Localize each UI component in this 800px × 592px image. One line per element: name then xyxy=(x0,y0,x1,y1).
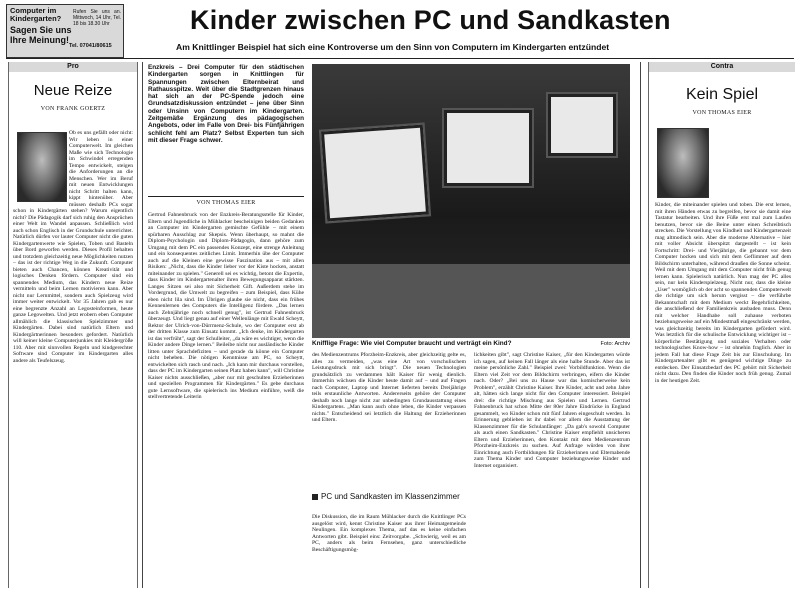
contra-title: Kein Spiel xyxy=(685,86,759,103)
intro-rule xyxy=(148,196,304,197)
contra-text: Kinder, die miteinander spielen und toben. Die erst lernen, mit ihren Händen etwas zu begreifen, bevor sie damit eine Tastatur bearbeiten. Und ihre Füße erst mal zum Laufen benutzen, bevor sie die Beine unter einen Schreibtisch strecken. Die Vorstellung von Kindheit und Kindergartenzeit mag altmodisch sein. Aber die moderne Alternative – hier mit voller Absicht überspitzt dargestellt – ist kein Fortschritt: Drei- und Vierjährige, die gebannt vor dem Computer hocken und sich mit dem Geflimmer auf dem Bildschirm unterhalten, während draußen die Sonne scheint. Weil mit dem Umgang mit dem Computer nicht früh genug lernen kann. Spielerisch natürlich. Nun mag der PC alles sein, nur kein Kinderspielzeug. Nicht nur, dass die kleine „User" womöglich ob der acht so spannenden Computerwelt die richtige um sich herum vergisst – die verführbe Bekanntschaft mit dem Medium weckt Begehrlichkeiten, die anschließend der Familienkreis ausbaden muss. Denn mit welcher Handhabe soll zuhause verboten beziehungsweise auf ein Mindestmaß eingeschränkt werden, was gleichzeitig bereits im Kindergarten gefördert wird. Was letztlich für die schulische Entwicklung wichtiger ist – körperliche Bestätigung und soziales Verhalten oder technologisches Know-how – ist ohnehin fraglich. Aber in jedem Fall hat diese Frage Zeit bis zur Einschulung. Im Kindergartenalter gibt es genügend wichtige Dinge zu entdecken. Der Einsatzbedarf des PC gehört mit Sicherheit nicht dazu. Den finden die Kinder noch früh genug. Zumal in der heutigen Zeit. xyxy=(655,202,791,384)
divider-left xyxy=(142,62,143,588)
subheadline: Am Knittlinger Beispiel hat sich eine Kontroverse um den Sinn von Computern im Kindergarten entzündet xyxy=(176,42,610,52)
photo-monitor-left xyxy=(321,125,429,222)
photo-credit: Foto: Archiv xyxy=(600,341,630,347)
photo-monitor-right xyxy=(548,94,616,156)
pro-author: VON FRANK GOERTZ xyxy=(40,106,106,112)
promo-line-1: Computer im Kindergarten? xyxy=(10,6,62,23)
promo-line-2: Sagen Sie uns Ihre Meinung! xyxy=(10,25,72,45)
intro-author: VON THOMAS EIER xyxy=(196,200,256,206)
photo-caption: Knifflige Frage: Wie viel Computer braucht und verträgt ein Kind? xyxy=(312,340,512,347)
pro-label: Pro xyxy=(9,62,137,72)
pro-text: Ob es uns gefällt oder nicht: Wir leben in einer Computerwelt. Im gleichen Maße wie sich Technologie im Schwindel erregenden Tempo entwickelt, steigen die Anforderungen an die Menschen. Wer im Beruf mit neuen Entwicklungen nicht Schritt halten kann, kippt hintenüber. Aber müssen deshalb PCs sogar schon in Kindergärten stehen? Warum eigentlich nicht? Die Pädagogik darf sich ruhig den Ansprüchen einer Welt im Wandel anpassen. Schließlich wird auch schon Englisch in der Grundschule unterrichtet. Natürlich dürfen vor lauter Computer nicht die guten Kindergartenwerte wie Spielen, Toben und Basteln über Bord geworfen werden. Dieses Profil behalten und trotzdem gleichzeitig neue Möglichkeiten nutzen – das ist der richtige Weg in die Zukunft. Computer bieten auch Chancen, können Kreativität und logisches Denken fördern. Computer sind ein spannendes Medium, das Kindern neue Reize vermitteln und beim Lernen motivieren kann. Aber nicht nur Lernmittel, sondern auch Spielzeug wird immer weiter entwickelt. Vor 35 Jahren gab es nur eine begrenzte Anzahl an Legosteinformen, heute ganze Legowelten. Und jetzt erobern eben Computer allmählich die klassischen Spielzimmer und Kindergärten. Dabei sind natürlich Eltern und Kindergärtnerinnen besonders gefordert. Natürlich will keiner kleine Computerjunkies mit Kleidergröße 110. Aber mit sinnvollen Regeln und kindgerechter Software sind Computer im Kindergarten alles andere als Teufelszeug. xyxy=(13,130,133,364)
headline: Kinder zwischen PC und Sandkasten xyxy=(190,5,671,35)
photo-desk xyxy=(312,264,630,338)
photo-monitor-center xyxy=(444,110,532,186)
subhead-square-icon xyxy=(312,494,318,500)
top-rule xyxy=(6,58,794,59)
contra-label: Contra xyxy=(649,62,795,72)
contra-author: VON THOMAS EIER xyxy=(692,110,752,116)
article-photo xyxy=(312,64,630,338)
intro-paragraph: Enzkreis – Drei Computer für den städtischen Kindergarten sorgen in Knittlingen für Spannungen zwischen Elternbeirat und Rathausspitze. Weit über die Stadtgrenzen hinaus hat sich an der PC-Spende jedoch eine Grundsatzdiskussion entzündet – jene über Sinn oder Unsinn von Computern im Kindergarten. Zeitgemäße Ergänzung des pädagogischen Angebots, oder im Falle von Drei- bis Fünfjährigen schlicht fehl am Platz? Selbst Experten tun sich mit dieser Frage schwer. xyxy=(148,64,304,144)
article-column-3: lichkeiten gibt", sagt Christine Kaiser, „für den Kindergarten würde ich sagen, auf keinen Fall länger als eine halbe Stunde. Aber das ist meine persönliche Zahl." Beispiel zwei: Vorbildfunktion. Wenn die Eltern viel Zeit vor dem Bildschirm verbringen, eifern die Kinder nach. Oder? „Bei uns zu Hause war das komischerweise kein Problem", erzählt Christine Kaiser. Ihre Kinder, acht und zehn Jahre alt, hätten sich lange nicht für den Computer interessiert. Beispiel drei: die richtige Mischung aus Spielen und Lernen. Gertrud Fahnenbruck hat schon Mitte der 80er Jahre Eindrücke in England gesammelt, wo Kinder schon mit fünf Jahren eingeschult werden. In Erinnerung geblieben ist ihr dabei vor allem die Ausstattung der Klassenzimmer für die Schulanfänger: „Da gab's sowohl Computer als auch einen Sandkasten." Christine Kaiser empfiehlt unsicheren Eltern und Erzieherinnen, den Kontakt mit dem Medienzentrum Pforzheim-Enzkreis zu suchen. Auf Anfrage würden von ihrer Einrichtung auch Fortbildungen für Erzieherinnen und Elternabende zum Thema Kinder und Computer beziehungsweise Kinder und Internet organisiert. xyxy=(474,352,630,469)
pro-column xyxy=(8,62,138,588)
divider-right xyxy=(640,62,641,588)
article-column-2: des Medienzentrums Pforzheim-Enzkreis, aber gleichzeitig gelte es, alles zu vermeiden, „was eine Art von vorschulischem Leistungsdruck mit sich bringt". Die neuen Technologien grundsätzlich zu verdammen hält Kaiser für wenig dienlich. Immerhin wüchsen die Kinder heute damit auf – und auf Fragen nach Computer, Laptop und Internet lieferten bereits Dreijährige teils erstaunliche Antworten. Andererseits gehöre der Computer deshalb noch lange nicht zur unbedingten Grundausstattung eines Kindergartens. „Man kann auch ohne leben, die Kinder verpassen nichts." Entscheidend sei letztlich die Haltung der Erzieherinnen und Eltern. xyxy=(312,352,466,423)
promo-right-text: Rufen Sie uns an. Mittwoch, 14 Uhr, Tel. 18 bis 18.30 Uhr xyxy=(73,9,121,27)
promo-phone: Tel. 07041/80615 xyxy=(69,43,112,49)
article-column-2b: Die Diskussion, die im Raum Mühlacker durch die Knittlinger PCs ausgelöst wird, kennt Christine Kaiser aus ihrer Heimatgemeinde Neulingen. Ein komplexes Thema, auf das es keine einfachen Antworten gibt. Beispiel eins: Zeitvorgabe. „Schwierig, weil es am PC, anders als beim Fernsehen, ganz unterschiedliche Beschäftigungsmög- xyxy=(312,514,466,553)
subhead-title: PC und Sandkasten im Klassenzimmer xyxy=(321,492,460,501)
photo-spacer xyxy=(13,130,69,202)
article-column-1: Gertrud Fahnenbruck von der Enzkreis-Beratungsstelle für Kinder, Eltern und Jugendliche in Mühlacker bescheinigen beiden Gedanken an Computer im Kindergarten gemischte Gefühle – mit einem spürbaren Ausschlag zur Skepsis. Wenn überhaupt, so mahnt die Diplom-Psychologin und Diplom-Pädagogin, dann gehöre zum Umgang mit dem PC ein passendes Konzept, eine strenge Anleitung und ein konsequentes zeitliches Limit. Immerhin übe der Computer auch auf die Kleinen eine gewisse Faszination aus – mit allen Risiken: „Nicht, dass die Kinder lieber vor der Kiste hocken, anstatt miteinander zu spielen." Generell sei es wichtig, betont die Expertin, dass Kinder im Kindergartenalter ihren Bewegungsapparat stärkten. Langes Sitzen sei also mit Sicherheit Gift. Außerdem stehe im Vordergrund, die Umwelt zu begreifen – zum Beispiel, dass Kühe eben nicht lila sind. Im Übrigen glaube sie nicht, dass ein frühes Kennenlernen des Computers die Intelligenz fördere. „Das lernen auch Zehnjährige noch schnell genug", ist Gertrud Fahnenbruck überzeugt. Und liegt genau auf einer Wellenlänge mit Ewald Scheytt, Rektor der Ulrich-von-Dürrmenz-Schule, wo der Computer erst ab der dritten Klasse zum Einsatz kommt. „Ich denke, im Kindergarten ist das verfrüht", sagt der Schulleiter, „da wäre es wichtiger, wenn die Kinder andere Dinge lernen." Beileibe nicht nur ausländische Kinder litten unter Sprachdefiziten – und gerade da könne ein Computer nicht beheben. Die nötigen Kenntnisse am PC, so Scheytt, entwickelten sich rasch und nach. „Ich kann mir durchaus vorstellen, dass der PC im Kindergarten seinen Platz haben kann", will Christine Kaiser nichts ausschließen, „aber nur mit geschulten Erzieherinnen und speziellen Programmen für Kindergärten." Es gebe durchaus gute Lernsoftware, die spielerisch ins Medium einführe, weiß die stellvertretende Leiterin xyxy=(148,212,304,400)
contra-column xyxy=(648,62,795,588)
subhead-box xyxy=(312,492,466,510)
pro-title: Neue Reize xyxy=(33,82,113,99)
promo-box xyxy=(6,4,124,58)
author-photo-eier xyxy=(657,128,709,198)
